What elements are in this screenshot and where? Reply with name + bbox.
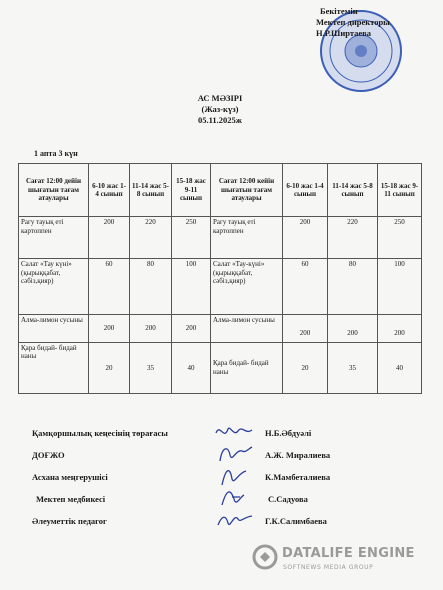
portion-cell: 20 bbox=[283, 342, 328, 393]
dish-cell: Салат «Тау күні» (қырыққабат, сәбіз,қияр) bbox=[19, 259, 89, 315]
header-cell: 6-10 жас 1-4 сынып bbox=[89, 164, 130, 217]
header-cell: 15-18 жас 9-11 сынып bbox=[378, 164, 422, 217]
approval-position: Мектеп директоры bbox=[316, 17, 390, 27]
portion-cell: 80 bbox=[328, 259, 378, 315]
watermark-subtitle: SOFTNEWS MEDIA GROUP bbox=[283, 564, 374, 571]
portion-cell: 80 bbox=[130, 259, 172, 315]
portion-cell: 60 bbox=[283, 259, 328, 315]
portion-cell: 40 bbox=[378, 342, 422, 393]
portion-cell: 200 bbox=[89, 217, 130, 259]
portion-cell: 200 bbox=[172, 315, 211, 343]
portion-cell: 35 bbox=[130, 342, 172, 393]
portion-cell: 200 bbox=[283, 217, 328, 259]
portion-cell: 200 bbox=[378, 315, 422, 343]
watermark-brand: DATALIFE ENGINE bbox=[282, 546, 415, 561]
table-header-row bbox=[19, 164, 422, 217]
approval-name: Н.Р.Ширтаева bbox=[316, 28, 371, 38]
header-cell: 11-14 жас 5-8 сынып bbox=[130, 164, 172, 217]
signatory-role: Мектеп медбикесі bbox=[36, 494, 106, 504]
portion-cell: 250 bbox=[378, 217, 422, 259]
dish-cell: Салат «Тау-күні» (қырыққабат, сәбіз,қияр) bbox=[211, 259, 283, 315]
handwritten-signature bbox=[212, 507, 256, 533]
portion-cell: 60 bbox=[89, 259, 130, 315]
table-row bbox=[19, 315, 422, 343]
signatory-role: Қамқоршылық кеңесінің төрағасы bbox=[32, 428, 168, 438]
portion-cell: 35 bbox=[328, 342, 378, 393]
signatory-name: Н.Б.Әбдуәлі bbox=[265, 428, 312, 438]
portion-cell: 100 bbox=[172, 259, 211, 315]
header-cell: 11-14 жас 5-8 сынып bbox=[328, 164, 378, 217]
menu-table bbox=[18, 163, 422, 394]
portion-cell: 100 bbox=[378, 259, 422, 315]
title-date: 05.11.2025ж bbox=[198, 115, 242, 125]
portion-cell: 200 bbox=[328, 315, 378, 343]
header-cell: Сағат 12:00 дейін шығатын тағам атаулары bbox=[19, 164, 89, 217]
document-title bbox=[120, 93, 320, 126]
dish-cell: Алма-лимон сусыны bbox=[19, 315, 89, 343]
header-cell: 15-18 жас 9-11 сынып bbox=[172, 164, 211, 217]
title-season: (Жаз-күз) bbox=[201, 104, 239, 114]
approval-heading: Бекітемін bbox=[320, 6, 358, 16]
signature-row bbox=[0, 513, 443, 533]
table-row bbox=[19, 342, 422, 393]
signatory-name: К.Мамбеталиева bbox=[265, 472, 331, 482]
signatory-role: ДОҒЖО bbox=[32, 450, 65, 460]
signatory-name: Г.К.Салимбаева bbox=[265, 516, 327, 526]
watermark-logo-icon bbox=[252, 544, 278, 570]
portion-cell: 200 bbox=[283, 315, 328, 343]
portion-cell: 40 bbox=[172, 342, 211, 393]
portion-cell: 20 bbox=[89, 342, 130, 393]
dish-cell: Қара бидай- бидай наны bbox=[19, 342, 89, 393]
dish-cell: Алма-лимон сусыны bbox=[211, 315, 283, 343]
portion-cell: 200 bbox=[130, 315, 172, 343]
title-main: АС МӘЗІРІ bbox=[197, 93, 243, 103]
signatory-role: Әлеуметтік педагог bbox=[32, 516, 107, 526]
signatory-name: С.Садуова bbox=[268, 494, 308, 504]
portion-cell: 220 bbox=[328, 217, 378, 259]
approval-block bbox=[316, 6, 428, 39]
table-row bbox=[19, 217, 422, 259]
signatory-role: Асхана меңгерушісі bbox=[32, 472, 108, 482]
table-row bbox=[19, 259, 422, 315]
watermark bbox=[252, 544, 432, 574]
dish-cell: Қара бидай- бидай наны bbox=[211, 342, 283, 393]
portion-cell: 200 bbox=[89, 315, 130, 343]
signatory-name: А.Ж. Миралиева bbox=[265, 450, 331, 460]
header-cell: 6-10 жас 1-4 сынып bbox=[283, 164, 328, 217]
portion-cell: 220 bbox=[130, 217, 172, 259]
dish-cell: Рагу тауық еті картоппен bbox=[19, 217, 89, 259]
dish-cell: Рагу тауық еті картоппен bbox=[211, 217, 283, 259]
portion-cell: 250 bbox=[172, 217, 211, 259]
header-cell: Сағат 12:00 кейін шығатын тағам атаулары bbox=[211, 164, 283, 217]
week-label: 1 апта 3 күн bbox=[34, 149, 78, 158]
